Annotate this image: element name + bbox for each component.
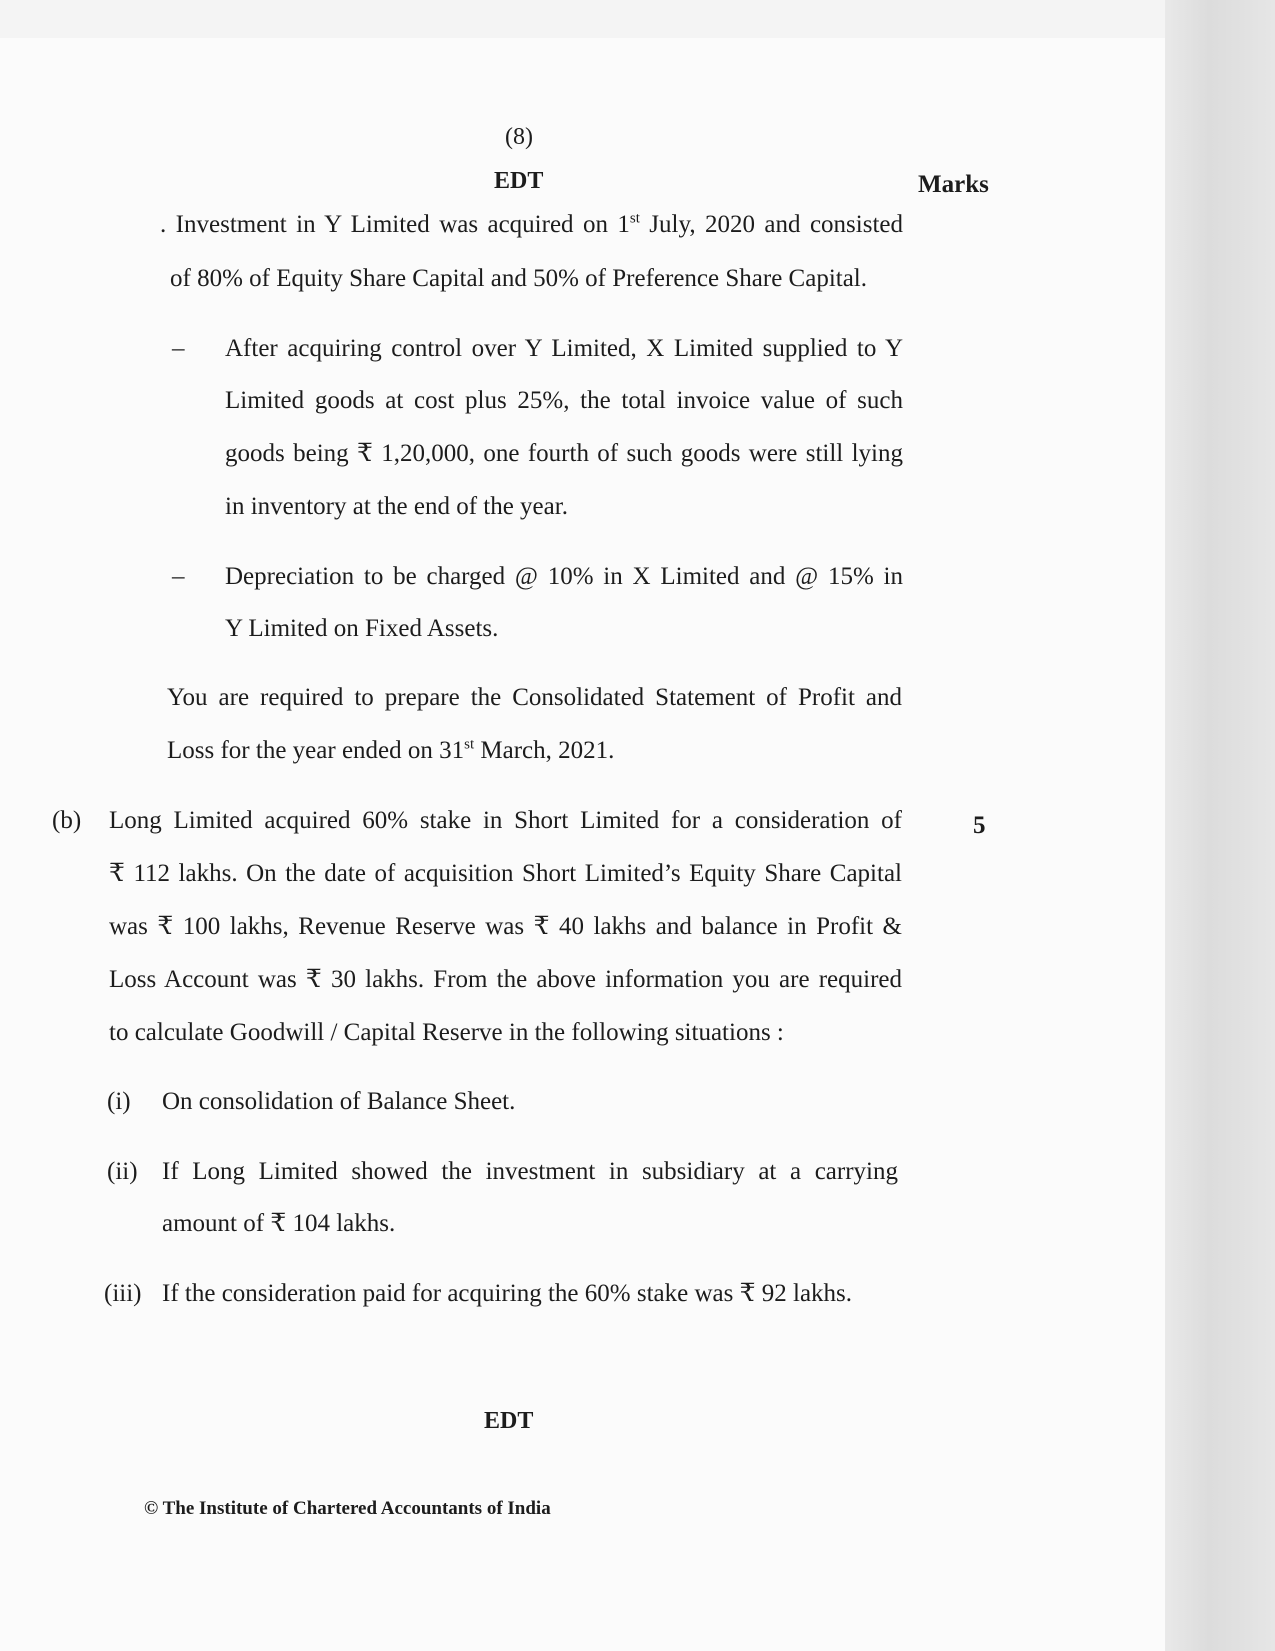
partb-line-4: Loss Account was ₹ 30 lakhs. From the above information you are required [109,966,902,993]
paper-code-top: EDT [494,168,544,194]
page-number: (8) [505,124,533,150]
copyright-notice: © The Institute of Chartered Accountants of India [144,1498,551,1519]
partb-line-3: was ₹ 100 lakhs, Revenue Reserve was ₹ 40 lakhs and balance in Profit & [109,913,902,940]
situation-ii-line-1: If Long Limited showed the investment in subsidiary at a carrying [162,1158,898,1185]
required-line-1: You are required to prepare the Consolidated Statement of Profit and [167,684,902,711]
marks-heading: Marks [918,171,989,198]
situation-num-i: (i) [107,1088,131,1115]
para1-line-2: of 80% of Equity Share Capital and 50% of Preference Share Capital. [170,265,867,292]
bullet-dash-2: – [172,563,185,590]
bullet-dash-1: – [172,335,185,362]
para1-line-1: . Investment in Y Limited was acquired on 1st July, 2020 and consisted [160,210,903,238]
situation-iii-line-1: If the consideration paid for acquiring the 60% stake was ₹ 92 lakhs. [162,1280,853,1307]
question-label-b: (b) [52,807,82,834]
situation-ii-line-2: amount of ₹ 104 lakhs. [162,1210,396,1237]
bullet1-line-1: After acquiring control over Y Limited, X Limited supplied to Y [225,335,903,362]
marks-value-b: 5 [973,812,986,839]
situation-num-iii: (iii) [104,1280,142,1307]
page-edge-shadow [1165,0,1275,1651]
partb-line-5: to calculate Goodwill / Capital Reserve in the following situations : [109,1019,784,1046]
bullet1-line-3: goods being ₹ 1,20,000, one fourth of such goods were still lying [225,440,903,467]
bullet1-line-2: Limited goods at cost plus 25%, the total invoice value of such [225,387,903,414]
bullet2-line-2: Y Limited on Fixed Assets. [225,615,499,642]
paper-code-bottom: EDT [484,1408,534,1434]
situation-i-line-1: On consolidation of Balance Sheet. [162,1088,516,1115]
situation-num-ii: (ii) [107,1158,138,1185]
bullet1-line-4: in inventory at the end of the year. [225,493,568,520]
required-line-2: Loss for the year ended on 31st March, 2021. [167,736,615,764]
bullet2-line-1: Depreciation to be charged @ 10% in X Limited and @ 15% in [225,563,903,590]
partb-line-1: Long Limited acquired 60% stake in Short Limited for a consideration of [109,807,902,834]
partb-line-2: ₹ 112 lakhs. On the date of acquisition Short Limited’s Equity Share Capital [109,860,902,887]
